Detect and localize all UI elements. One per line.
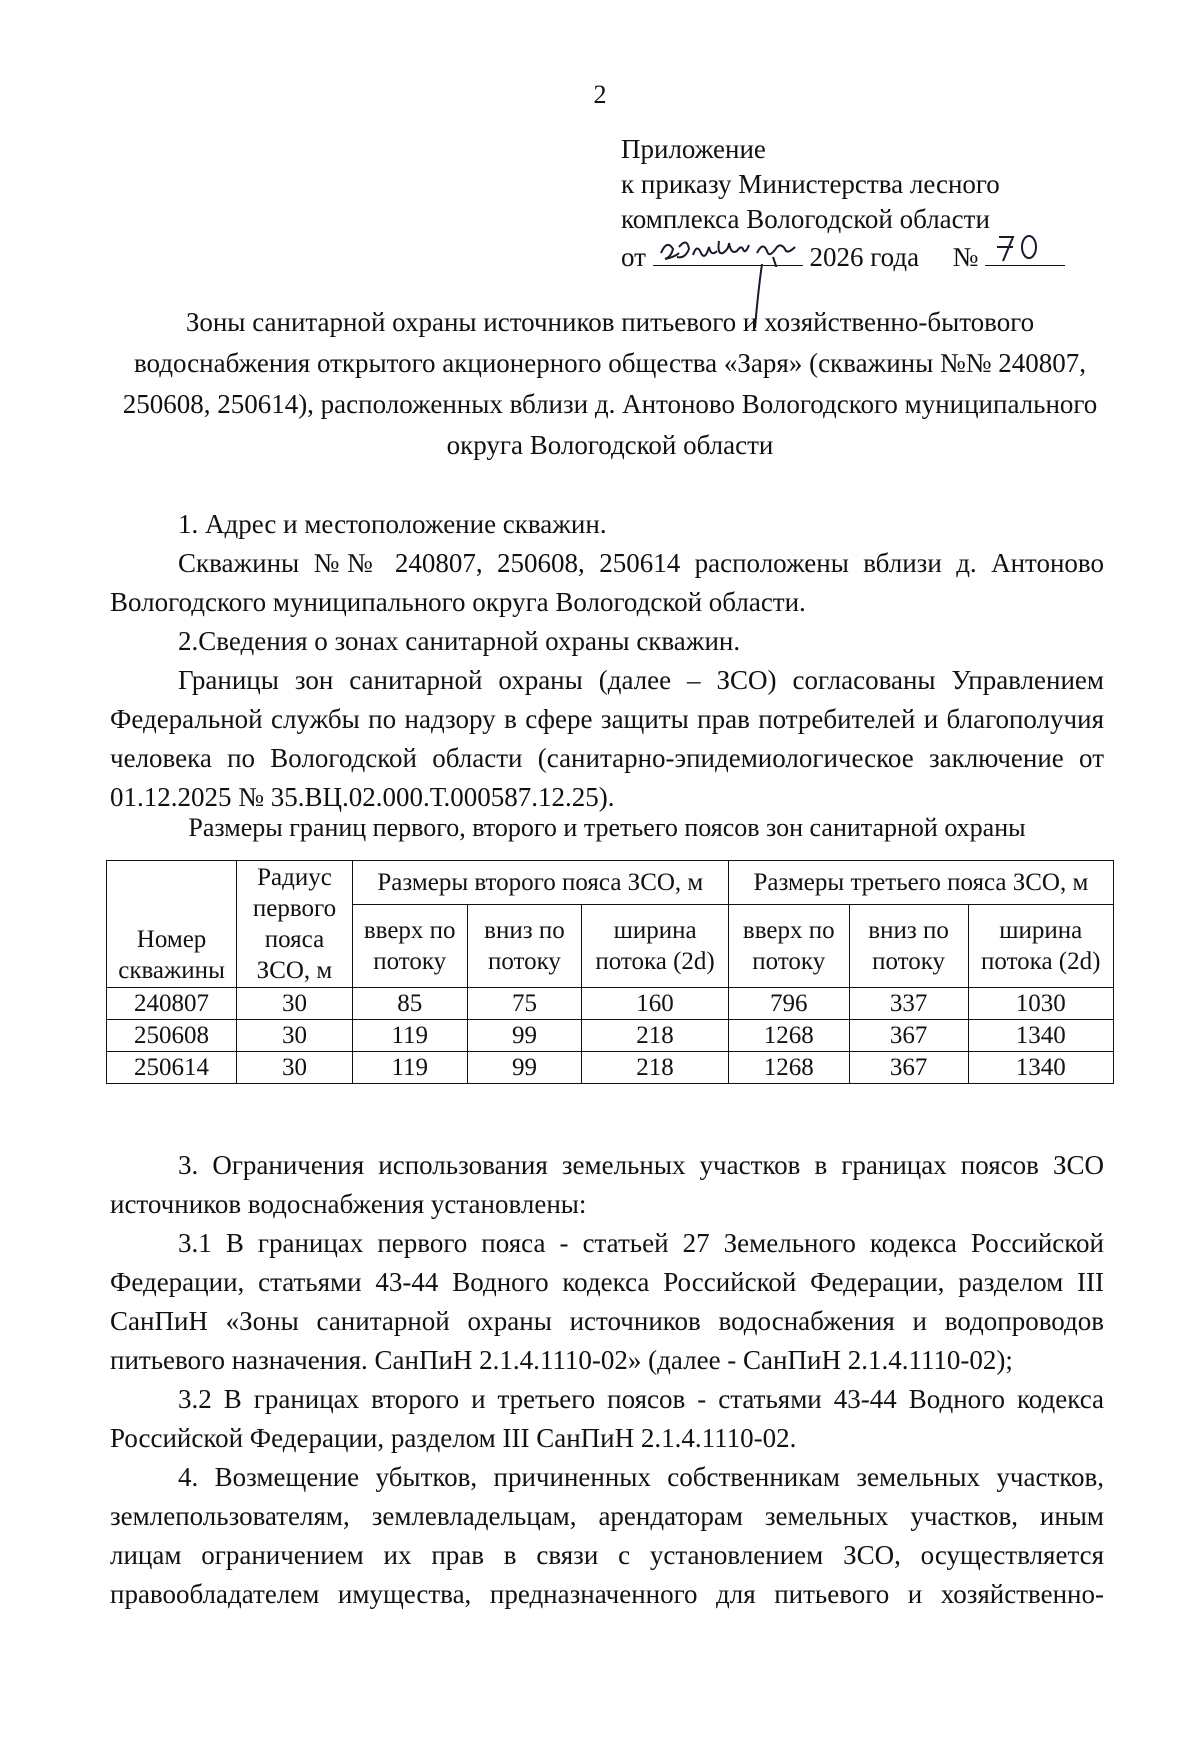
date-suffix: 2026 года (809, 242, 920, 272)
appendix-date-line (621, 237, 1065, 275)
header-third-downstream: вниз по потоку (849, 904, 968, 987)
table-cell: 1340 (968, 1052, 1114, 1084)
section-2-heading: 2.Сведения о зонах санитарной охраны скважин. (178, 626, 741, 656)
header-second-downstream: вниз по потоку (467, 904, 582, 987)
header-third-width: ширина потока (2d) (968, 904, 1114, 987)
table-cell: 30 (237, 988, 353, 1020)
appendix-line-ministry: комплекса Вологодской области (621, 204, 990, 234)
section-4-text: 4. Возмещение убытков, причиненных собственникам земельных участков, землепользователям, землевладельцам, арендаторам земельных участков, иным лицам ограничением их прав в связи с установлением ЗСО, осуществляется правообладателем имущества, предназначенного для питьевого и хозяйственно- (110, 1462, 1104, 1609)
section-2-text: Границы зон санитарной охраны (далее – ЗСО) согласованы Управлением Федеральной службы по надзору в сфере защиты прав потребителей и благополучия человека по Вологодской области (санитарно-эпидемиологическое заключение от 01.12.2025 № 35.ВЦ.02.000.Т.000587.12.25). (110, 665, 1104, 812)
handwritten-number-signature (985, 231, 1065, 267)
table-cell: 367 (849, 1020, 968, 1052)
table-cell: 1340 (968, 1020, 1114, 1052)
table-cell: 1268 (728, 1020, 849, 1052)
section-1-heading: 1. Адрес и местоположение скважин. (178, 509, 607, 539)
header-second-upstream: вверх по потоку (352, 904, 467, 987)
document-title: Зоны санитарной охраны источников питьевого и хозяйственно-бытового водоснабжения открытого акционерного общества «Заря» (скважины №№ 240807, 250608, 250614), расположенных вблизи д. Антоново Вологодского муниципального округа Вологодской области (122, 307, 1098, 460)
section-1-text: Скважины №№ 240807, 250608, 250614 расположены вблизи д. Антоново Вологодского муниципального округа Вологодской области. (110, 548, 1104, 617)
page-number: 2 (593, 80, 607, 109)
table-cell: 30 (237, 1052, 353, 1084)
table-row (107, 988, 1114, 1020)
table-cell: 250608 (107, 1020, 237, 1052)
section-3-heading: 3. Ограничения использования земельных участков в границах поясов ЗСО источников водоснабжения установлены: (110, 1150, 1104, 1219)
table-cell: 99 (467, 1020, 582, 1052)
date-prefix: от (621, 242, 646, 272)
header-radius-first: Радиус первого пояса ЗСО, м (237, 861, 353, 988)
handwritten-date-field (653, 237, 803, 266)
header-well-number: Номер скважины (107, 861, 237, 988)
table-cell: 240807 (107, 988, 237, 1020)
header-third-upstream: вверх по потоку (728, 904, 849, 987)
table-cell: 75 (467, 988, 582, 1020)
number-sign: № (952, 242, 979, 272)
table-cell: 119 (352, 1052, 467, 1084)
zso-table (106, 860, 1114, 1084)
handwritten-date-signature (653, 231, 803, 267)
table-cell: 218 (582, 1020, 728, 1052)
appendix-heading: Приложение (621, 134, 766, 164)
body-after-table (110, 1146, 1104, 1614)
table-cell: 250614 (107, 1052, 237, 1084)
appendix-block (621, 132, 1065, 275)
table-cell: 99 (467, 1052, 582, 1084)
table-row (107, 1052, 1114, 1084)
section-3-2-text: 3.2 В границах второго и третьего поясов - статьями 43-44 Водного кодекса Российской Федерации, разделом III СанПиН 2.1.4.1110-02. (110, 1384, 1104, 1453)
table-cell: 337 (849, 988, 968, 1020)
header-second-width: ширина потока (2d) (582, 904, 728, 987)
table-caption: Размеры границ первого, второго и третьего поясов зон санитарной охраны (188, 813, 1026, 842)
table-cell: 218 (582, 1052, 728, 1084)
header-second-belt: Размеры второго пояса ЗСО, м (352, 861, 728, 905)
header-third-belt: Размеры третьего пояса ЗСО, м (728, 861, 1113, 905)
section-3-1-text: 3.1 В границах первого пояса - статьей 27 Земельного кодекса Российской Федерации, статьями 43-44 Водного кодекса Российской Федерации, разделом III СанПиН «Зоны санитарной охраны источников водоснабжения и водопроводов питьевого назначения. СанПиН 2.1.4.1110-02» (далее - СанПиН 2.1.4.1110-02); (110, 1228, 1104, 1375)
table-cell: 1030 (968, 988, 1114, 1020)
body-before-table (110, 505, 1104, 817)
table-cell: 367 (849, 1052, 968, 1084)
table-cell: 796 (728, 988, 849, 1020)
handwritten-number-field (985, 237, 1065, 266)
appendix-line-order: к приказу Министерства лесного (621, 169, 1000, 199)
table-cell: 30 (237, 1020, 353, 1052)
table-cell: 119 (352, 1020, 467, 1052)
table-cell: 1268 (728, 1052, 849, 1084)
table-row (107, 1020, 1114, 1052)
table-cell: 85 (352, 988, 467, 1020)
table-cell: 160 (582, 988, 728, 1020)
